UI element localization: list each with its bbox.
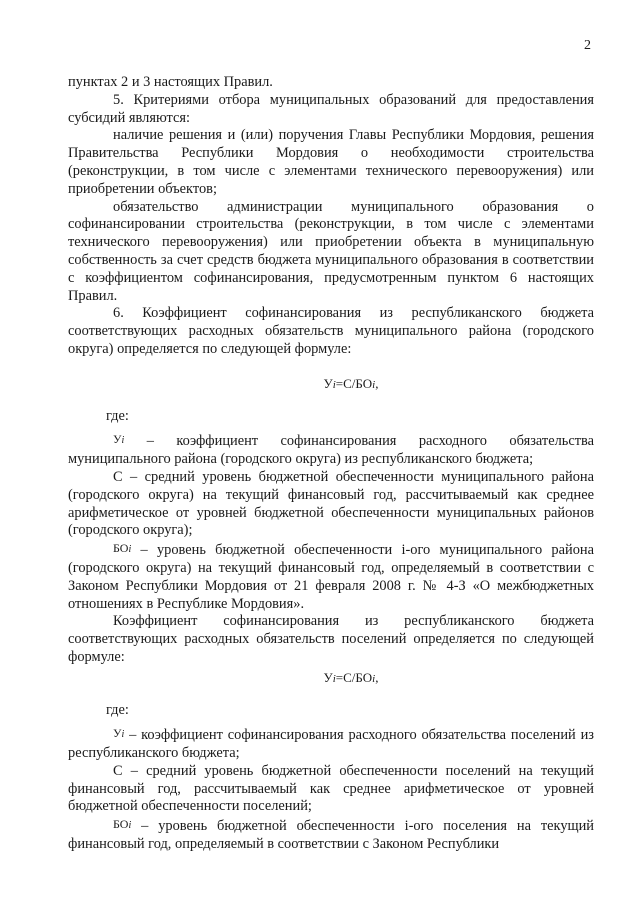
definition-average-settlements: С – средний уровень бюджетной обеспеченности поселений на текущий финансовый год, рассчитываемый как среднее арифметическое от уровней бюджетной обеспеченности поселений; <box>68 762 594 815</box>
paragraph-criteria-obligation: обязательство администрации муниципального образования о софинансировании строительства (реконструкции, в том числе с элементами технического перевооружения) или приобретении объекта в муниципальную собственность за счет средств бюджета муниципального образования в соответствии с коэффициентом софинансирования, предусмотренным пунктом 6 настоящих Правил. <box>68 198 594 304</box>
definition-bo-settlements: БОi – уровень бюджетной обеспеченности i-ого поселения на текущий финансовый год, определяемый в соответствии с Законом Республики <box>68 817 594 853</box>
definition-bo-district: БОi – уровень бюджетной обеспеченности i-ого муниципального района (городского округа) на текущий финансовый год, определяемый в соответствии с Законом Республики Мордовия от 21 февраля 2008 г. № 4-З «О межбюджетных отношениях в Республике Мордовия». <box>68 541 594 612</box>
paragraph-criteria-heading: 5. Критериями отбора муниципальных образований для предоставления субсидий являются: <box>68 91 594 126</box>
symbol-u-1: Уi <box>113 432 125 447</box>
document-body <box>68 74 594 854</box>
symbol-bo-2: БОi <box>113 817 132 832</box>
paragraph-continuation: пунктах 2 и 3 настоящих Правил. <box>68 74 273 90</box>
definition-average-district: С – средний уровень бюджетной обеспеченности муниципального района (городского округа) на текущий финансовый год, рассчитываемый как среднее арифметическое от уровней бюджетной обеспеченности муниципальных районов (городского округа); <box>68 468 594 539</box>
formula-district: Уi=С/БОi, <box>323 375 379 391</box>
formula-settlements: Уi=С/БОi, <box>323 669 379 685</box>
definition-coefficient-district: Уi – коэффициент софинансирования расходного обязательства муниципального района (городского округа) из республиканского бюджета; <box>68 432 594 468</box>
where-label-1: где: <box>106 407 129 424</box>
page-number: 2 <box>584 38 591 53</box>
where-label-2: где: <box>106 701 129 718</box>
symbol-bo-1: БОi <box>113 541 132 556</box>
paragraph-criteria-decision: наличие решения и (или) поручения Главы Республики Мордовия, решения Правительства Республики Мордовия о необходимости строительства (реконструкции, в том числе с элементами технического перевооружения) или приобретении объектов; <box>68 127 594 197</box>
symbol-u-2: Уi <box>113 726 125 741</box>
paragraph-coefficient-district: 6. Коэффициент софинансирования из республиканского бюджета соответствующих расходных обязательств муниципального района (городского округа) определяется по следующей формуле: <box>68 305 594 357</box>
definition-coefficient-settlements: Уi – коэффициент софинансирования расходного обязательства поселений из республиканского бюджета; <box>68 726 594 762</box>
paragraph-coefficient-settlements: Коэффициент софинансирования из республиканского бюджета соответствующих расходных обязательств поселений определяется по следующей формуле: <box>68 613 594 665</box>
